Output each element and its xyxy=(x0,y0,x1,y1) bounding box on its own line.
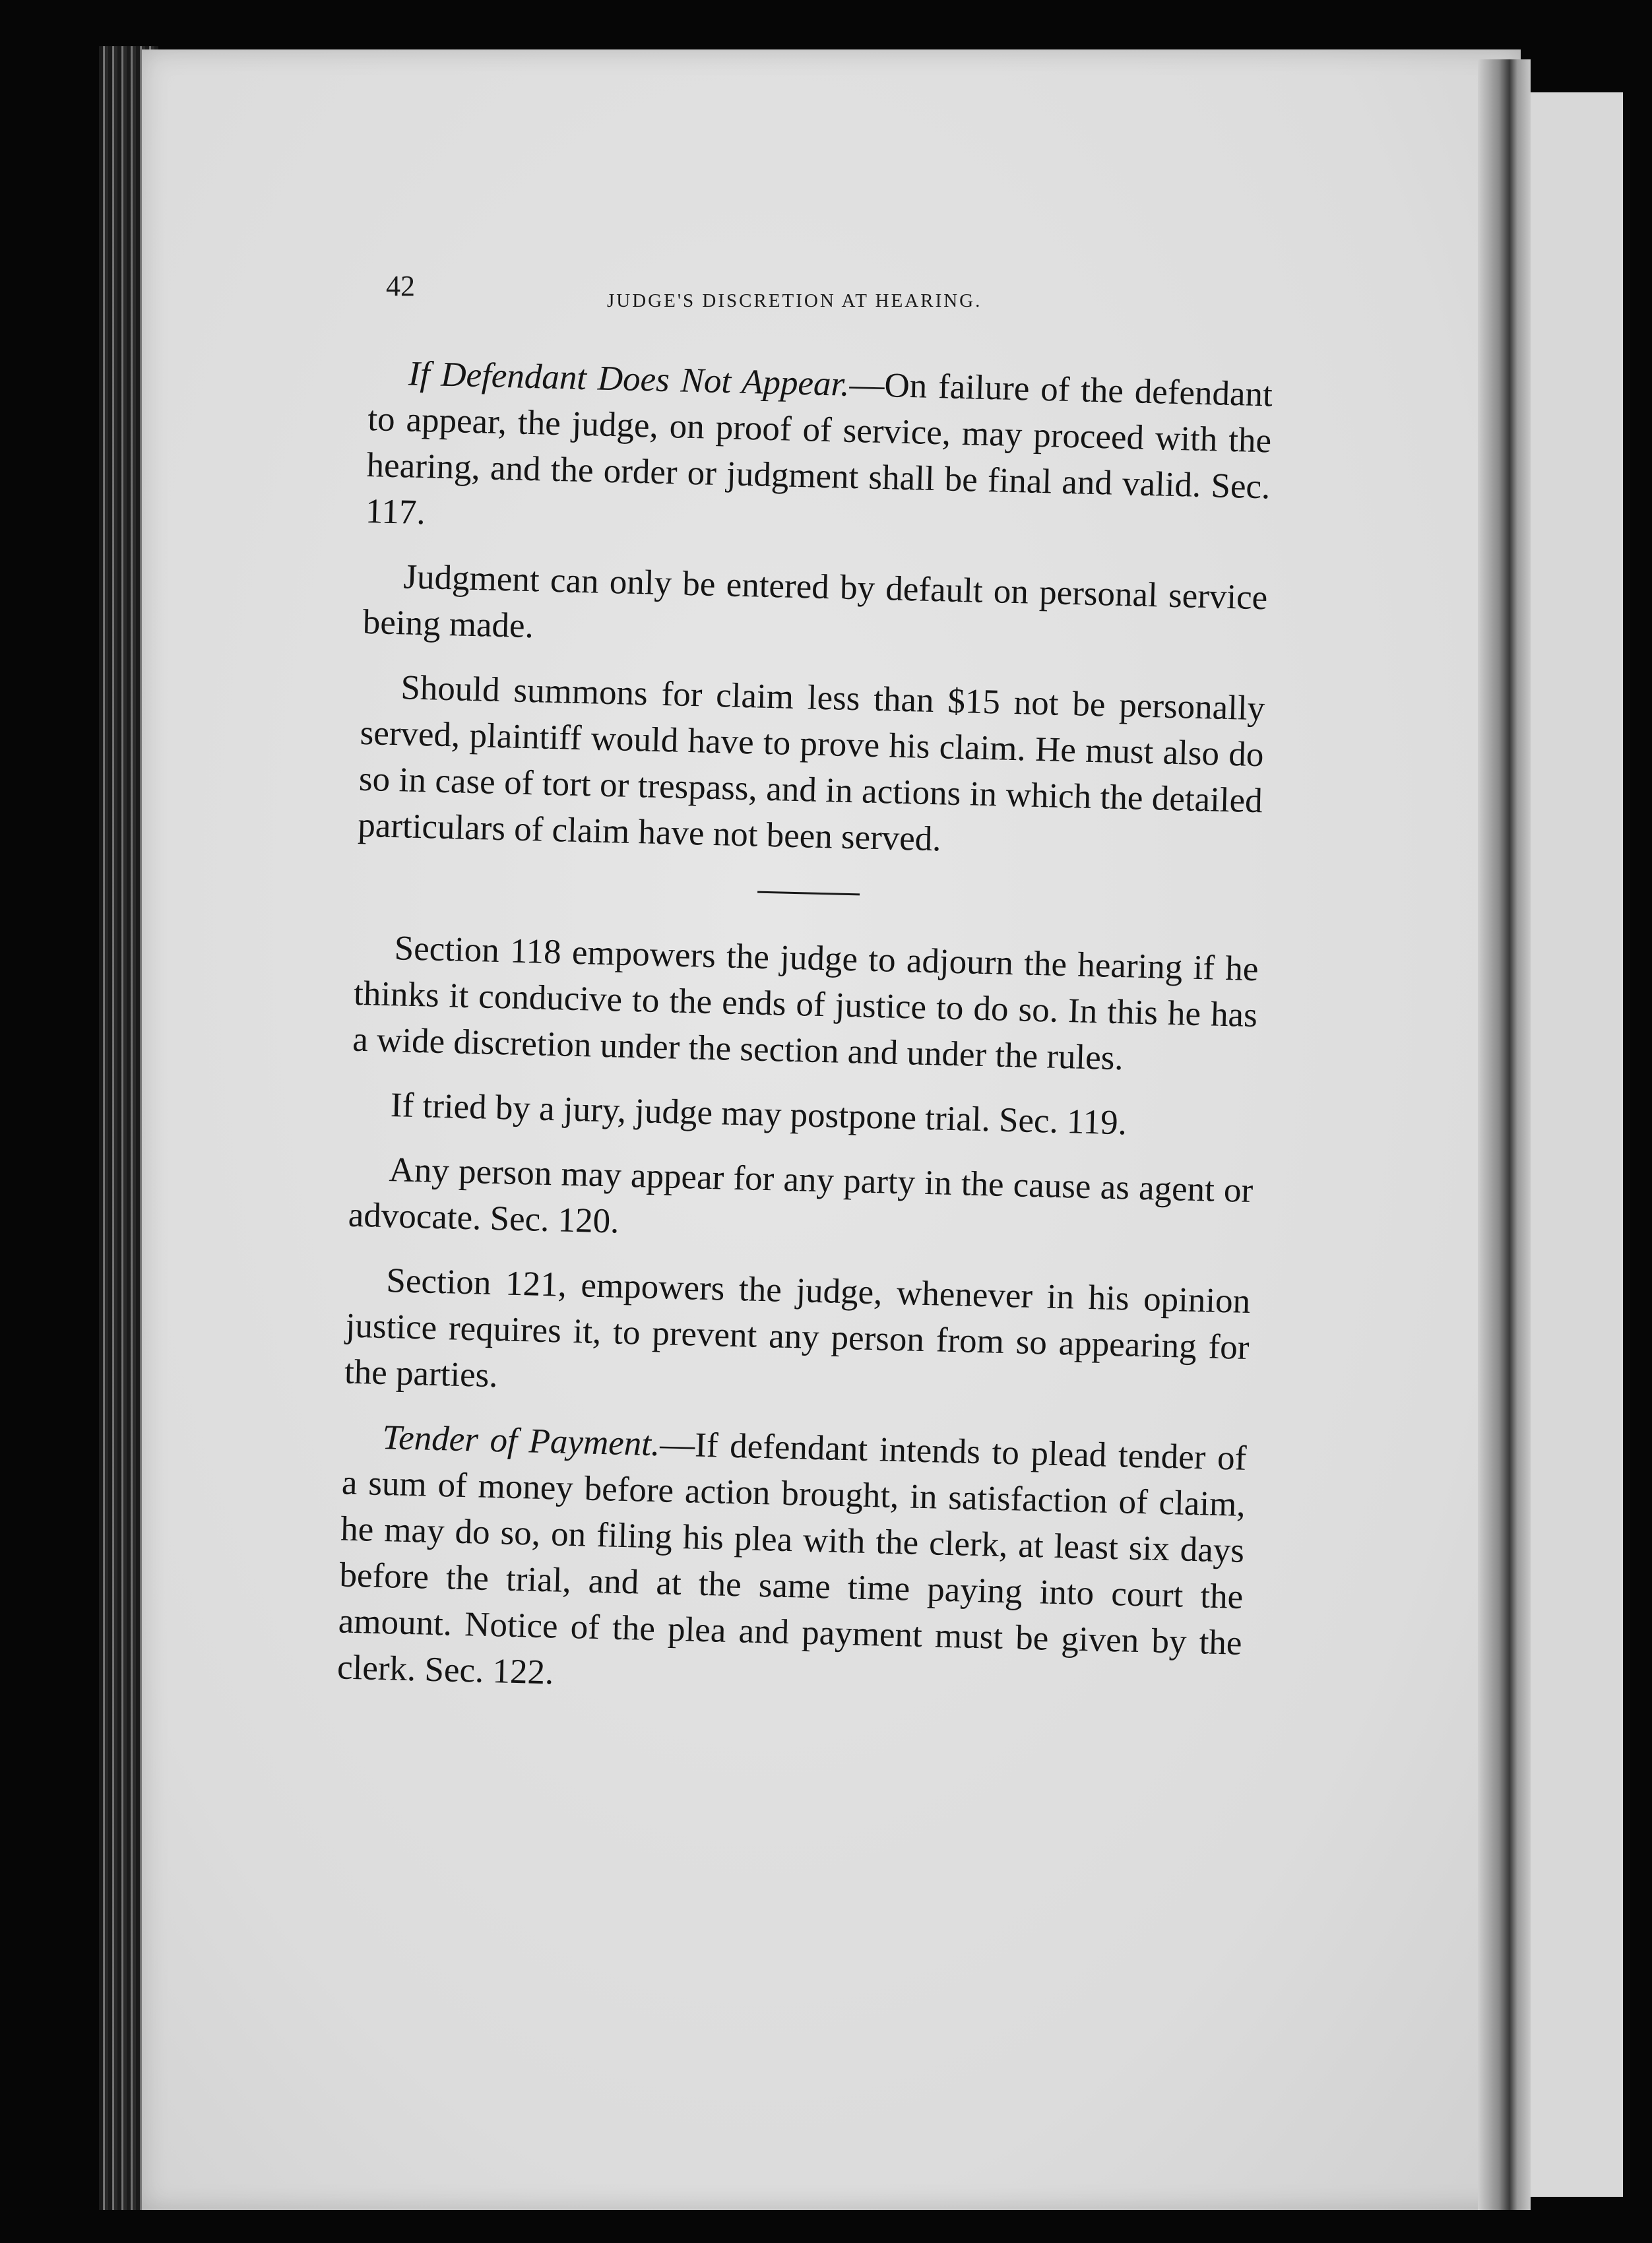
facing-page-edge xyxy=(1531,92,1623,2197)
paragraph-text: Judgment can only be entered by default on personal service being made. xyxy=(362,557,1268,646)
paragraph-section-121 xyxy=(344,1257,1251,1417)
paragraph-text: Any person may appear for any party in the cause as agent or advocate. Sec. 120. xyxy=(348,1151,1254,1241)
paragraph-summons xyxy=(358,664,1265,870)
paragraph-text: Section 121, empowers the judge, whenever in his opinion justice requires it, to prevent any person from so appearing for the parties. xyxy=(344,1261,1251,1395)
paragraph-default-judgment xyxy=(362,553,1268,667)
paragraph-heading: If Defendant Does Not Appear. xyxy=(408,354,850,404)
paragraph-defendant-not-appear xyxy=(365,350,1273,556)
paragraph-text: Section 118 empowers the judge to adjourn the hearing if he thinks it conducive to the ends of justice to do so. In this he has a wide discretion under the section and under the rules. xyxy=(352,929,1259,1078)
page-number: 42 xyxy=(386,270,415,302)
book-gutter xyxy=(1478,59,1531,2210)
paragraph-tender-payment xyxy=(336,1414,1247,1713)
paragraph-agent xyxy=(348,1146,1254,1260)
paragraph-section-118 xyxy=(352,924,1259,1085)
section-divider xyxy=(757,891,860,896)
paragraph-text: If tried by a jury, judge may postpone trial. Sec. 119. xyxy=(390,1086,1128,1143)
paragraph-jury xyxy=(350,1081,1255,1149)
running-head: JUDGE'S DISCRETION AT HEARING. xyxy=(607,290,982,311)
paragraph-text: —On failure of the defendant to appear, the judge, on proof of service, may proceed with the hearing, and the order or judgment shall be final and valid. Sec. 117. xyxy=(365,365,1273,532)
paragraph-heading: Tender of Payment. xyxy=(382,1418,660,1464)
body-text xyxy=(336,350,1273,1731)
paragraph-text: Should summons for claim less than $15 not be personally served, plaintiff would have to prove his claim. He must also do so in case of tort or trespass, and in actions in which the detailed particulars of claim have not been served. xyxy=(357,668,1265,859)
paragraph-text: —If defendant intends to plead tender of a sum of money before action brought, in satisfaction of claim, he may do so, on filing his plea with the clerk, at least six days before the trial, and at the same time paying into court the amount. Notice of the plea and payment must be given by the clerk. Sec. 122. xyxy=(336,1425,1248,1692)
